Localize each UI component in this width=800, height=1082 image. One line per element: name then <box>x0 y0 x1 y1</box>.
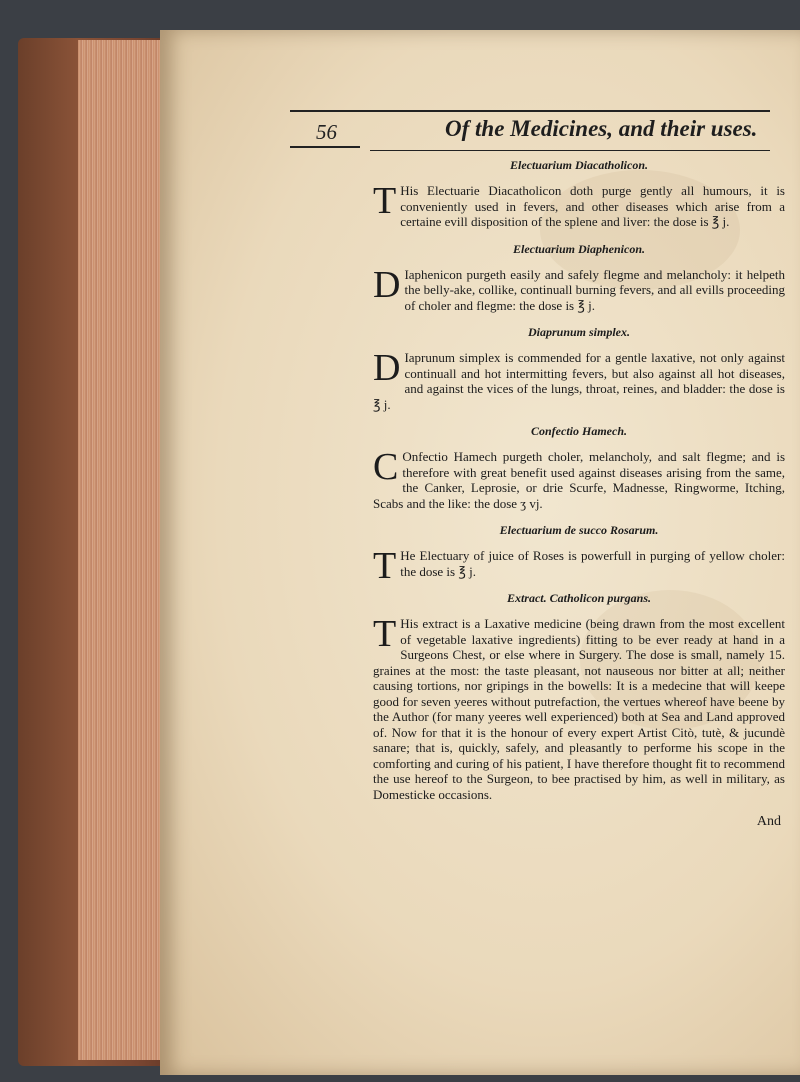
section-body: T He Electuary of juice of Roses is powerfull in purging of yellow choler: the dose is ℥ j. <box>373 545 785 587</box>
section <box>373 242 785 314</box>
drop-cap: T <box>373 613 397 655</box>
section-heading: Confectio Hamech. <box>531 424 627 438</box>
drop-cap: D <box>373 347 401 389</box>
running-title: Of the Medicines, and their uses. <box>445 116 758 141</box>
page-number: 56 <box>316 120 337 144</box>
section-body: T His extract is a Laxative medicine (being drawn from the most excellent of vegetable laxative ingredients) fitting to be ever ready at hand in a Surgeons Chest, or else where in Surgery. The dose is small, namely 15. graines at the most: the taste pleasant, not nauseous nor bitter at all; neither causing tortions, nor gripings in the bowells: It is a medecine that will keepe good for seven yeeres without putrefaction, the vertues whereof have beene by the Author (for many yeeres well experienced) both at Sea and Land approved of. Now for that it is the honour of every expert Artist Citò, tutè, & jucundè sanare; that is, quickly, safely, and pleasantly to performe his scope in the comforting and curing of his patient, I have therefore thought fit to recommend the use hereof to the Surgeon, to bee practised by him, as well in military, as Domesticke occasions. <box>373 613 785 802</box>
section-heading: Electuarium Diaphenicon. <box>512 241 646 256</box>
section-heading: Diaprunum simplex. <box>527 325 631 339</box>
section <box>373 591 785 802</box>
drop-cap: D <box>373 263 401 306</box>
section-heading: Extract. Catholicon purgans. <box>506 591 652 605</box>
drop-cap: T <box>373 180 397 222</box>
drop-cap: C <box>373 446 399 488</box>
section-body: D Iaphenicon purgeth easily and safely flegme and melancholy: it helpeth the belly-ake, collike, continuall burning fevers, and all evills proceeding of choler and flegme: the dose is ℥ j. <box>373 263 785 313</box>
section <box>373 424 785 511</box>
header-rule-bottom <box>370 150 770 151</box>
page-content <box>373 158 785 830</box>
section-body: T His Electuarie Diacatholicon doth purge gently all humours, it is conveniently used in fevers, and other diseases which arise from a certaine evill disposition of the splene and liver: the dose is ℥ j. <box>373 180 785 229</box>
section-body: C Onfectio Hamech purgeth choler, melancholy, and salt flegme; and is therefore with great benefit used against diseases arising from the same, the Canker, Leprosie, or drie Scurfe, Madnesse, Ringworme, Itching, Scabs and the like: the dose ʒ vj. <box>373 446 785 511</box>
section-heading: Electuarium de succo Rosarum. <box>499 523 659 537</box>
catchword: And <box>756 814 781 829</box>
drop-cap: T <box>373 545 397 587</box>
section <box>373 158 785 230</box>
running-header <box>300 114 800 148</box>
section-body: D Iaprunum simplex is commended for a gentle laxative, not only against continuall and hot intermitting fevers, but also against all hot diseases, and against the vices of the lungs, throat, reines, and bladder: the dose is ℥ j. <box>373 347 785 412</box>
section <box>373 523 785 587</box>
header-rule-top <box>290 110 770 112</box>
section-heading: Electuarium Diacatholicon. <box>509 158 648 172</box>
page-number-rule <box>290 146 360 148</box>
page-edges <box>78 40 166 1060</box>
section <box>373 325 785 412</box>
